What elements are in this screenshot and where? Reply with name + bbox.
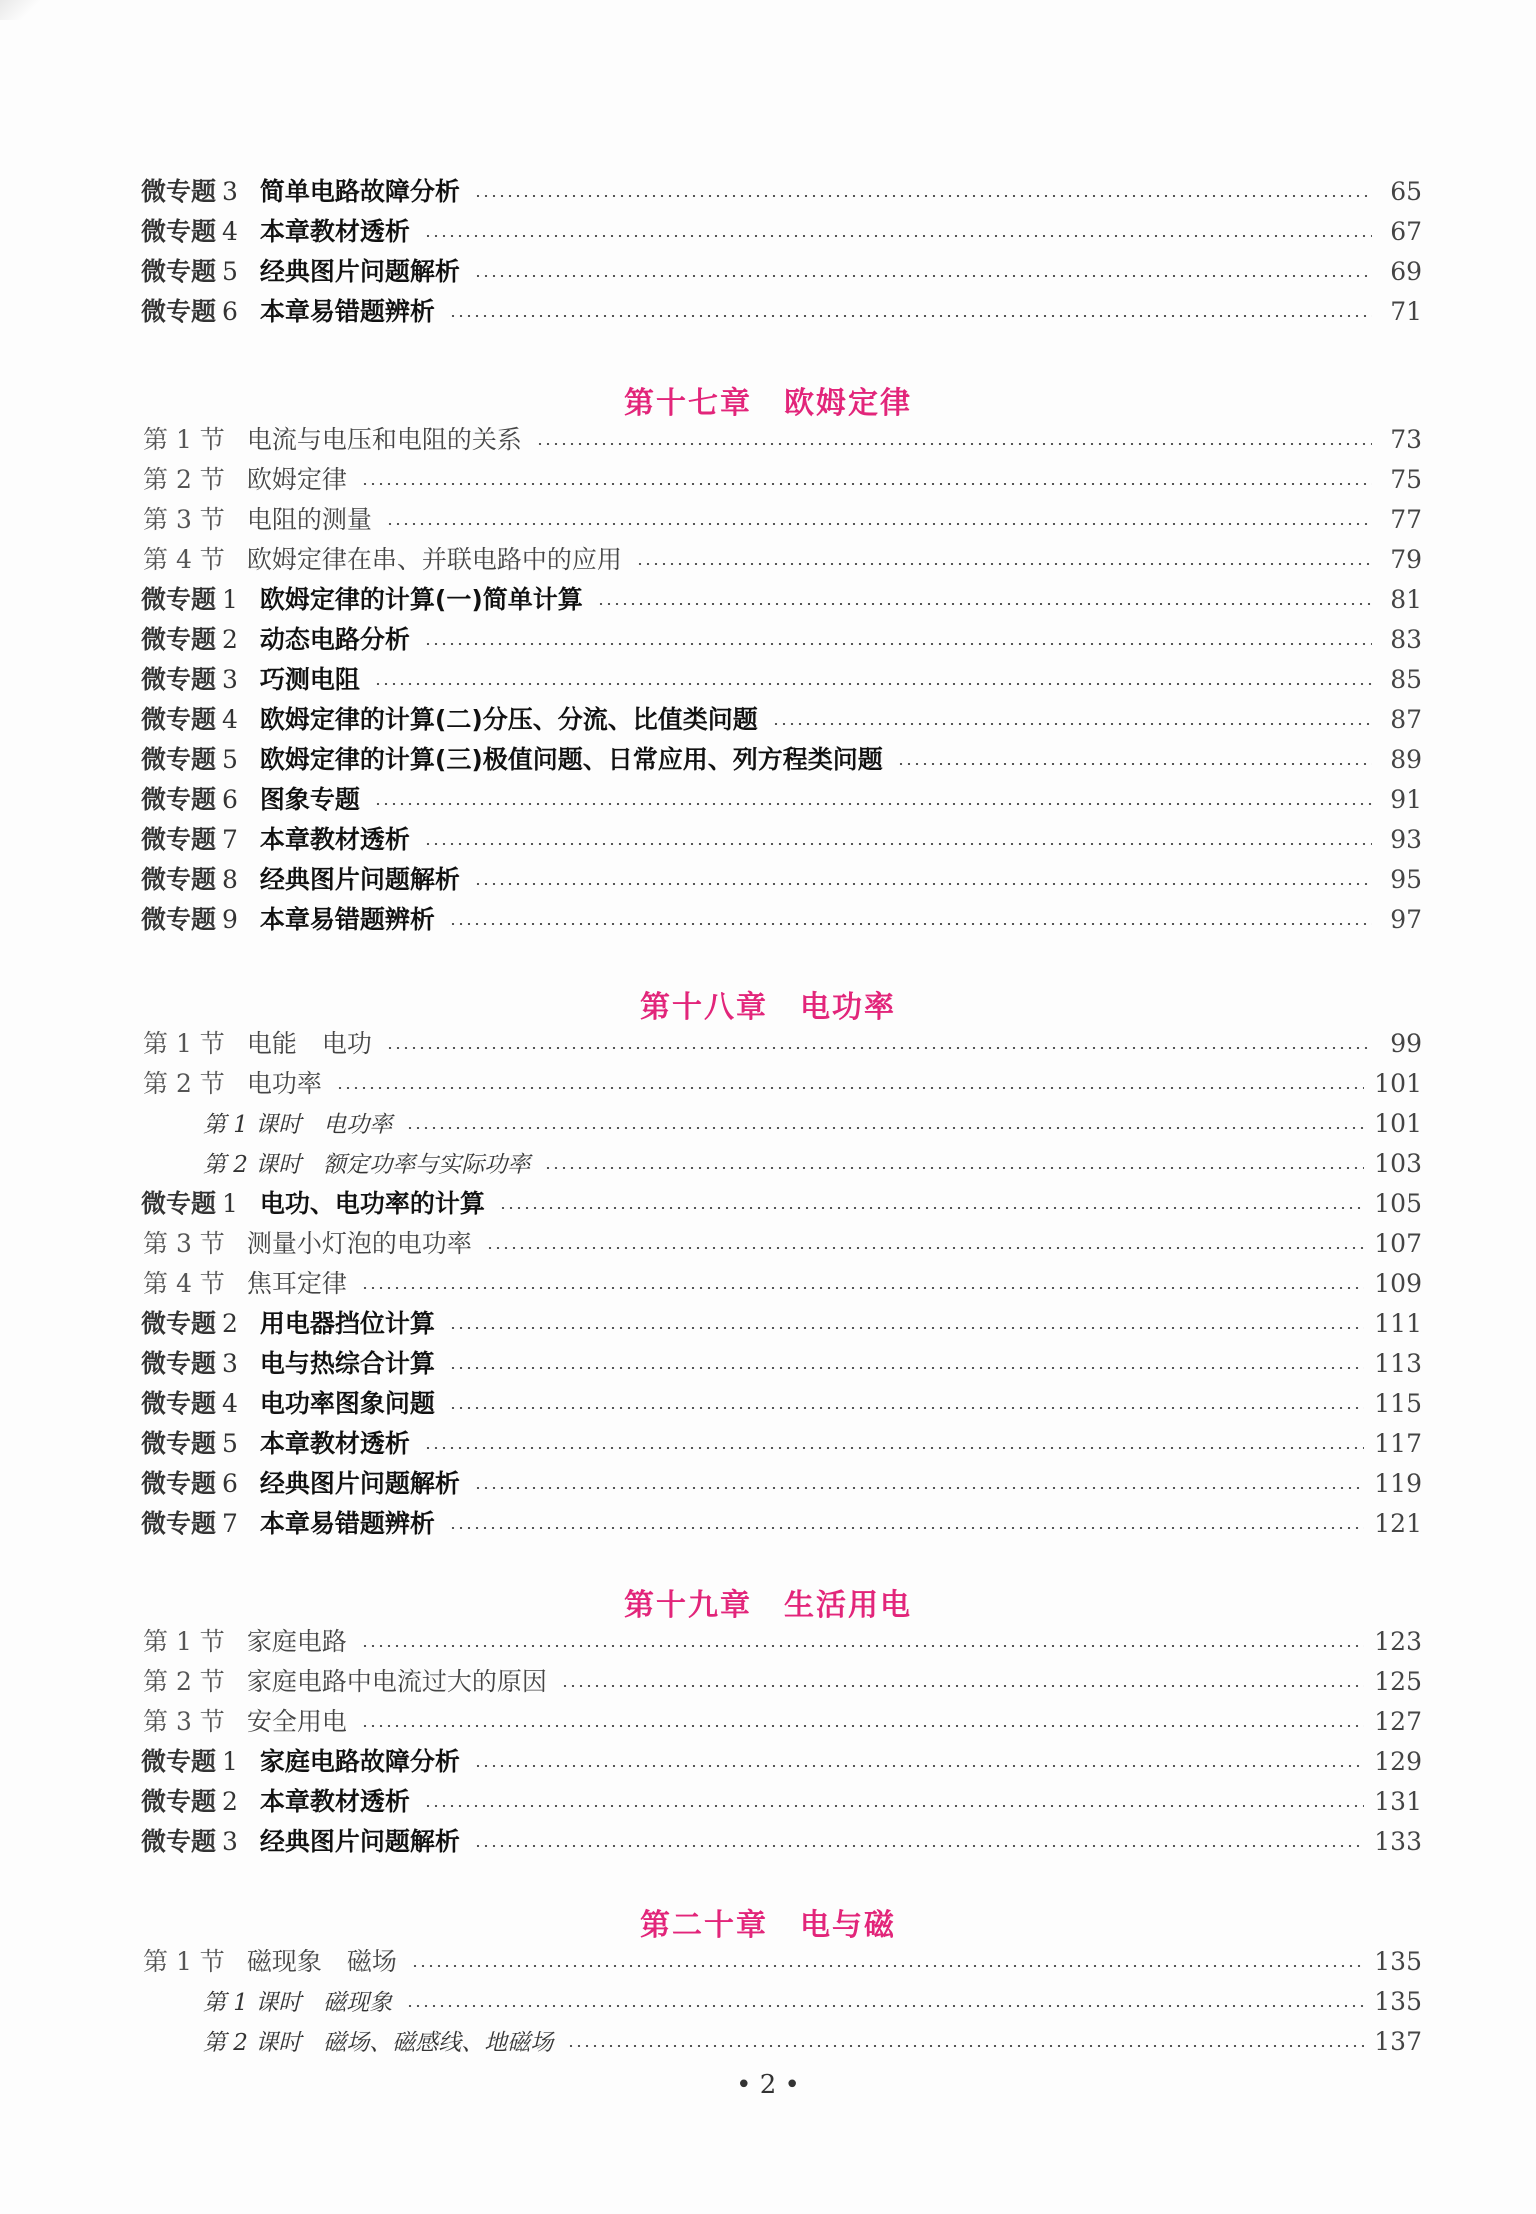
- toc-entry[interactable]: [0, 1424, 1422, 1464]
- entry-page-number: 67: [1390, 217, 1422, 246]
- dot-leader: [449, 923, 1372, 925]
- toc-entry[interactable]: [0, 500, 1422, 540]
- entry-label: [143, 1224, 225, 1264]
- toc-entry[interactable]: [0, 252, 1422, 292]
- entry-label-text: 微专题: [141, 705, 217, 734]
- dot-leader: [597, 603, 1372, 605]
- entry-label: [143, 1662, 225, 1702]
- entry-label: [141, 1782, 238, 1822]
- entry-title: 电流与电压和电阻的关系: [246, 425, 522, 454]
- chapter-title: 第二十章 电与磁: [640, 1908, 896, 1943]
- entry-page-number: 131: [1374, 1787, 1422, 1816]
- entry-page-number: 103: [1374, 1149, 1422, 1178]
- entry-page-number: 101: [1374, 1069, 1422, 1098]
- entry-title: 额定功率与实际功率: [323, 1152, 531, 1178]
- entry-label-text: 微专题: [141, 665, 217, 694]
- dot-leader: [361, 1645, 1364, 1647]
- entry-title: 经典图片问题解析: [259, 1827, 460, 1856]
- entry-label-text: 微专题: [141, 217, 217, 246]
- dot-leader: [424, 843, 1372, 845]
- entry-label-text: 微专题: [141, 297, 217, 326]
- dot-leader: [449, 1527, 1364, 1529]
- entry-number: 6: [222, 785, 238, 814]
- entry-label: [203, 2023, 301, 2063]
- entry-number: 2: [222, 1787, 238, 1816]
- entry-label-text: 第 3 节: [143, 1229, 225, 1258]
- toc-entry[interactable]: [0, 540, 1422, 580]
- dot-leader: [406, 2005, 1364, 2007]
- toc-entry[interactable]: [0, 292, 1422, 332]
- entry-page-number: 101: [1374, 1109, 1422, 1138]
- entry-label: [141, 1424, 238, 1464]
- entry-page-number: 83: [1390, 625, 1422, 654]
- dot-leader: [361, 1287, 1364, 1289]
- entry-title: 磁现象: [323, 1990, 393, 2016]
- entry-label-text: 第 3 节: [143, 1707, 225, 1736]
- scan-corner: [0, 0, 40, 20]
- entry-label-text: 第 2 节: [143, 1667, 225, 1696]
- entry-label: [141, 1184, 238, 1224]
- entry-label-text: 第 1 课时: [203, 1112, 302, 1138]
- entry-title: 欧姆定律的计算(一)简单计算: [259, 585, 583, 614]
- entry-title: 经典图片问题解析: [259, 257, 460, 286]
- entry-number: 5: [222, 1429, 238, 1458]
- entry-page-number: 113: [1374, 1349, 1422, 1378]
- toc-entry[interactable]: [0, 1742, 1422, 1782]
- toc-section-block: [0, 1942, 1536, 2062]
- entry-title: 经典图片问题解析: [259, 1469, 460, 1498]
- toc-entry[interactable]: [0, 740, 1422, 780]
- toc-entry[interactable]: [0, 1304, 1422, 1344]
- entry-label: [141, 212, 238, 252]
- entry-label: [143, 540, 225, 580]
- entry-title: 磁场、磁感线、地磁场: [323, 2030, 554, 2056]
- entry-label-text: 微专题: [141, 745, 217, 774]
- entry-title: 本章易错题辨析: [259, 905, 435, 934]
- entry-page-number: 65: [1390, 177, 1422, 206]
- entry-label-text: 微专题: [141, 905, 217, 934]
- entry-page-number: 89: [1390, 745, 1422, 774]
- entry-label: [141, 580, 238, 620]
- entry-label-text: 微专题: [141, 1509, 217, 1538]
- entry-label: [141, 820, 238, 860]
- entry-title: 动态电路分析: [259, 625, 410, 654]
- toc-entry[interactable]: [0, 420, 1422, 460]
- entry-label: [141, 660, 238, 700]
- entry-label: [141, 740, 238, 780]
- entry-page-number: 133: [1374, 1827, 1422, 1856]
- entry-title: 本章教材透析: [259, 1787, 410, 1816]
- chapter-title: 第十九章 生活用电: [624, 1588, 912, 1623]
- entry-title: 电功率: [246, 1069, 322, 1098]
- entry-page-number: 137: [1374, 2027, 1422, 2056]
- entry-title: 电阻的测量: [246, 505, 372, 534]
- entry-label: [143, 1702, 225, 1742]
- entry-label: [141, 860, 238, 900]
- entry-page-number: 109: [1374, 1269, 1422, 1298]
- toc-entry[interactable]: [0, 700, 1422, 740]
- entry-title: 简单电路故障分析: [259, 177, 460, 206]
- entry-label: [141, 620, 238, 660]
- dot-leader: [449, 1407, 1364, 1409]
- entry-title: 本章教材透析: [259, 825, 410, 854]
- dot-leader: [474, 1487, 1364, 1489]
- entry-label-text: 微专题: [141, 825, 217, 854]
- entry-label: [141, 292, 238, 332]
- entry-label-text: 微专题: [141, 1469, 217, 1498]
- entry-label-text: 微专题: [141, 625, 217, 654]
- dot-leader: [567, 2045, 1364, 2047]
- entry-label-text: 微专题: [141, 585, 217, 614]
- entry-title: 本章易错题辨析: [259, 297, 435, 326]
- entry-label: [141, 1822, 238, 1862]
- entry-title: 电功率图象问题: [259, 1389, 435, 1418]
- entry-page-number: 85: [1390, 665, 1422, 694]
- toc-entry[interactable]: [0, 1622, 1422, 1662]
- entry-label-text: 第 2 节: [143, 465, 225, 494]
- entry-page-number: 79: [1390, 545, 1422, 574]
- dot-leader: [411, 1965, 1364, 1967]
- toc-entry[interactable]: [0, 1822, 1422, 1862]
- toc-entry[interactable]: [0, 1702, 1422, 1742]
- entry-title: 用电器挡位计算: [259, 1309, 435, 1338]
- entry-page-number: 105: [1374, 1189, 1422, 1218]
- entry-number: 1: [222, 585, 238, 614]
- dot-leader: [361, 483, 1372, 485]
- dot-leader: [486, 1247, 1364, 1249]
- dot-leader: [499, 1207, 1364, 1209]
- entry-number: 4: [222, 705, 238, 734]
- entry-title: 欧姆定律的计算(二)分压、分流、比值类问题: [259, 705, 758, 734]
- toc-entry[interactable]: [0, 1464, 1422, 1504]
- entry-number: 7: [222, 1509, 238, 1538]
- entry-label-text: 微专题: [141, 1747, 217, 1776]
- entry-page-number: 121: [1374, 1509, 1422, 1538]
- dot-leader: [561, 1685, 1364, 1687]
- toc-entry[interactable]: [0, 1064, 1422, 1104]
- entry-label: [141, 1384, 238, 1424]
- toc-entry[interactable]: [0, 460, 1422, 500]
- entry-title: 焦耳定律: [246, 1269, 347, 1298]
- entry-label-text: 第 1 节: [143, 425, 225, 454]
- entry-page-number: 95: [1390, 865, 1422, 894]
- entry-label: [143, 420, 225, 460]
- toc-entry[interactable]: [0, 820, 1422, 860]
- dot-leader: [474, 195, 1372, 197]
- entry-page-number: 125: [1374, 1667, 1422, 1696]
- entry-label: [141, 252, 238, 292]
- toc-entry[interactable]: [0, 1264, 1422, 1304]
- entry-label: [143, 1942, 225, 1982]
- toc-entry[interactable]: [0, 172, 1422, 212]
- entry-label-text: 第 4 节: [143, 545, 225, 574]
- dot-leader: [544, 1167, 1364, 1169]
- entry-label: [143, 1064, 225, 1104]
- entry-page-number: 87: [1390, 705, 1422, 734]
- entry-title: 本章教材透析: [259, 1429, 410, 1458]
- chapter-title: 第十七章 欧姆定律: [624, 386, 912, 421]
- entry-title: 电能 电功: [246, 1029, 372, 1058]
- entry-label-text: 微专题: [141, 1309, 217, 1338]
- toc-section-block: [0, 1024, 1536, 1544]
- entry-page-number: 135: [1374, 1947, 1422, 1976]
- entry-label-text: 微专题: [141, 1349, 217, 1378]
- entry-label: [141, 900, 238, 940]
- dot-leader: [536, 443, 1372, 445]
- entry-number: 1: [222, 1189, 238, 1218]
- toc-entry[interactable]: [0, 780, 1422, 820]
- entry-label: [143, 500, 225, 540]
- dot-leader: [424, 1805, 1364, 1807]
- dot-leader: [361, 1725, 1364, 1727]
- toc-entry[interactable]: [0, 2022, 1422, 2062]
- entry-title: 经典图片问题解析: [259, 865, 460, 894]
- dot-leader: [474, 1845, 1364, 1847]
- entry-label: [141, 780, 238, 820]
- entry-label-text: 第 1 课时: [203, 1990, 302, 2016]
- dot-leader: [449, 1367, 1364, 1369]
- entry-number: 7: [222, 825, 238, 854]
- entry-label: [141, 1344, 238, 1384]
- entry-label-text: 第 1 节: [143, 1029, 225, 1058]
- toc-entry[interactable]: [0, 1942, 1422, 1982]
- dot-leader: [406, 1127, 1364, 1129]
- dot-leader: [474, 275, 1372, 277]
- dot-leader: [374, 803, 1372, 805]
- entry-label: [141, 1304, 238, 1344]
- entry-label: [141, 1742, 238, 1782]
- entry-page-number: 71: [1390, 297, 1422, 326]
- dot-leader: [897, 763, 1372, 765]
- entry-number: 9: [222, 905, 238, 934]
- entry-page-number: 97: [1390, 905, 1422, 934]
- dot-leader: [386, 1047, 1372, 1049]
- toc-entry[interactable]: [0, 1662, 1422, 1702]
- entry-title: 欧姆定律的计算(三)极值问题、日常应用、列方程类问题: [259, 745, 883, 774]
- entry-label-text: 微专题: [141, 865, 217, 894]
- entry-label: [143, 1622, 225, 1662]
- entry-label-text: 第 3 节: [143, 505, 225, 534]
- dot-leader: [636, 563, 1372, 565]
- entry-page-number: 81: [1390, 585, 1422, 614]
- chapter-title: 第十八章 电功率: [640, 990, 896, 1025]
- dot-leader: [772, 723, 1372, 725]
- entry-page-number: 69: [1390, 257, 1422, 286]
- entry-page-number: 129: [1374, 1747, 1422, 1776]
- entry-page-number: 107: [1374, 1229, 1422, 1258]
- entry-page-number: 111: [1374, 1309, 1422, 1338]
- toc-entry[interactable]: [0, 1184, 1422, 1224]
- entry-title: 图象专题: [259, 785, 360, 814]
- entry-page-number: 115: [1374, 1389, 1422, 1418]
- toc-entry[interactable]: [0, 660, 1422, 700]
- toc-entry[interactable]: [0, 1224, 1422, 1264]
- entry-page-number: 119: [1374, 1469, 1422, 1498]
- entry-title: 欧姆定律在串、并联电路中的应用: [246, 545, 622, 574]
- entry-label: [141, 1504, 238, 1544]
- entry-title: 电与热综合计算: [259, 1349, 435, 1378]
- toc-entry[interactable]: [0, 212, 1422, 252]
- entry-number: 3: [222, 177, 238, 206]
- entry-number: 5: [222, 745, 238, 774]
- entry-label: [141, 700, 238, 740]
- toc-entry[interactable]: [0, 1504, 1422, 1544]
- entry-page-number: 93: [1390, 825, 1422, 854]
- entry-number: 2: [222, 1309, 238, 1338]
- entry-label-text: 第 2 课时: [203, 2030, 302, 2056]
- toc-entry[interactable]: [0, 900, 1422, 940]
- entry-title: 磁现象 磁场: [246, 1947, 397, 1976]
- toc-entry[interactable]: [0, 860, 1422, 900]
- entry-number: 1: [222, 1747, 238, 1776]
- entry-label-text: 微专题: [141, 257, 217, 286]
- dot-leader: [449, 315, 1372, 317]
- dot-leader: [424, 1447, 1364, 1449]
- entry-number: 6: [222, 297, 238, 326]
- entry-label: [143, 1024, 225, 1064]
- entry-number: 3: [222, 1827, 238, 1856]
- entry-number: 3: [222, 665, 238, 694]
- entry-title: 安全用电: [246, 1707, 347, 1736]
- toc-entry[interactable]: [0, 620, 1422, 660]
- dot-leader: [474, 883, 1372, 885]
- page-number: • 2 •: [736, 2070, 800, 2100]
- dot-leader: [374, 683, 1372, 685]
- entry-title: 电功、电功率的计算: [259, 1189, 485, 1218]
- entry-page-number: 73: [1390, 425, 1422, 454]
- entry-number: 8: [222, 865, 238, 894]
- entry-number: 6: [222, 1469, 238, 1498]
- entry-title: 欧姆定律: [246, 465, 347, 494]
- toc-entry[interactable]: [0, 580, 1422, 620]
- entry-page-number: 127: [1374, 1707, 1422, 1736]
- dot-leader: [424, 643, 1372, 645]
- entry-label-text: 微专题: [141, 177, 217, 206]
- entry-number: 4: [222, 1389, 238, 1418]
- toc-section-block: [0, 1622, 1536, 1862]
- toc-entry[interactable]: [0, 1384, 1422, 1424]
- entry-label-text: 第 4 节: [143, 1269, 225, 1298]
- entry-label-text: 第 2 课时: [203, 1152, 302, 1178]
- entry-title: 家庭电路中电流过大的原因: [246, 1667, 547, 1696]
- entry-label: [203, 1983, 301, 2023]
- entry-page-number: 135: [1374, 1987, 1422, 2016]
- entry-label-text: 第 2 节: [143, 1069, 225, 1098]
- entry-label-text: 微专题: [141, 1389, 217, 1418]
- dot-leader: [474, 1765, 1364, 1767]
- entry-page-number: 75: [1390, 465, 1422, 494]
- entry-label: [141, 172, 238, 212]
- entry-label-text: 第 1 节: [143, 1627, 225, 1656]
- entry-label-text: 微专题: [141, 1189, 217, 1218]
- entry-page-number: 99: [1390, 1029, 1422, 1058]
- entry-number: 2: [222, 625, 238, 654]
- dot-leader: [424, 235, 1372, 237]
- entry-title: 巧测电阻: [259, 665, 360, 694]
- entry-label: [203, 1145, 301, 1185]
- entry-number: 3: [222, 1349, 238, 1378]
- entry-page-number: 117: [1374, 1429, 1422, 1458]
- entry-page-number: 91: [1390, 785, 1422, 814]
- entry-title: 家庭电路: [246, 1627, 347, 1656]
- entry-label: [203, 1105, 301, 1145]
- entry-page-number: 123: [1374, 1627, 1422, 1656]
- entry-title: 家庭电路故障分析: [259, 1747, 460, 1776]
- entry-label: [143, 1264, 225, 1304]
- entry-label-text: 微专题: [141, 1787, 217, 1816]
- toc-entry[interactable]: [0, 1104, 1422, 1144]
- entry-label: [143, 460, 225, 500]
- entry-title: 电功率: [323, 1112, 393, 1138]
- toc-entry[interactable]: [0, 1344, 1422, 1384]
- toc-entry[interactable]: [0, 1144, 1422, 1184]
- toc-entry[interactable]: [0, 1782, 1422, 1822]
- toc-entry[interactable]: [0, 1024, 1422, 1064]
- entry-label: [141, 1464, 238, 1504]
- entry-page-number: 77: [1390, 505, 1422, 534]
- entry-number: 4: [222, 217, 238, 246]
- dot-leader: [336, 1087, 1364, 1089]
- entry-label-text: 微专题: [141, 785, 217, 814]
- toc-section-block: [0, 420, 1536, 940]
- toc-entry[interactable]: [0, 1982, 1422, 2022]
- entry-title: 本章教材透析: [259, 217, 410, 246]
- entry-label-text: 微专题: [141, 1429, 217, 1458]
- entry-number: 5: [222, 257, 238, 286]
- entry-title: 测量小灯泡的电功率: [246, 1229, 472, 1258]
- dot-leader: [449, 1327, 1364, 1329]
- entry-label-text: 第 1 节: [143, 1947, 225, 1976]
- entry-title: 本章易错题辨析: [259, 1509, 435, 1538]
- dot-leader: [386, 523, 1372, 525]
- entry-label-text: 微专题: [141, 1827, 217, 1856]
- toc-section-block: [0, 172, 1536, 332]
